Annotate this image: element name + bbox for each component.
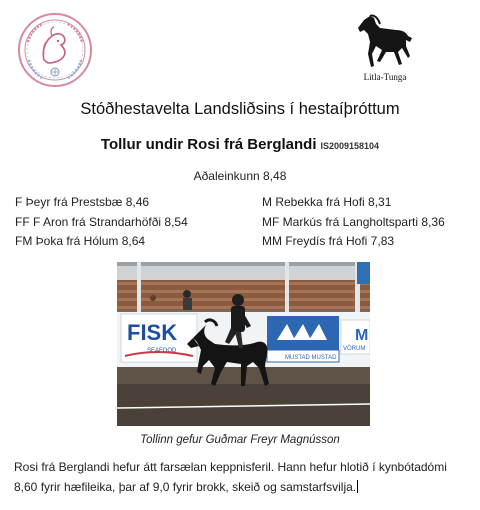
- pedigree-entry: MF Markús frá Langholtsparti 8,36: [262, 214, 445, 229]
- pedigree-entry: FM Þoka frá Hólum 8,64: [15, 234, 146, 248]
- body-text: Rosi frá Berglandi hefur átt farsælan keppnisferil. Hann hefur hlotið í kynbótadómi 8,60 fyrir hæfileika, þar af 9,0 fyrir brokk, skeið og samstarfsvilja.: [14, 460, 447, 494]
- stud-farm-logo: [350, 12, 420, 86]
- logo-caption: Litla-Tunga: [363, 72, 407, 82]
- pedigree-entry: M Rebekka frá Hofi 8,31: [262, 195, 392, 209]
- association-logo: [14, 8, 96, 92]
- horse-name-heading: [0, 136, 480, 153]
- arena-photo-illustration: [117, 262, 370, 426]
- banner-seafood: SEAFOOD: [147, 348, 177, 354]
- text-cursor: [357, 480, 358, 493]
- pedigree-sire-side: [15, 193, 245, 252]
- pedigree-entry: MM Freydís frá Hofi 7,83: [262, 234, 395, 248]
- page-title: Stóðhestavelta Landsliðsins í hestaíþróttum: [80, 100, 400, 118]
- banner-fisk: FISK: [127, 320, 178, 345]
- banner-m: M: [355, 327, 369, 344]
- pedigree-entry: F Þeyr frá Prestsbæ 8,46: [15, 195, 150, 209]
- horse-silhouette-icon: [350, 12, 420, 72]
- pedigree-entry: FF F Aron frá Strandarhöfði 8,54: [15, 214, 188, 229]
- body-paragraph: [14, 457, 472, 497]
- horse-head-seal-icon: [14, 8, 96, 92]
- pedigree-dam-side: [262, 193, 477, 252]
- horse-photo: [117, 262, 370, 426]
- horse-name: Tollur undir Rosi frá Berglandi: [100, 136, 317, 153]
- banner-vorum: VÖRUM: [343, 346, 366, 352]
- total-score: Aðaleinkunn 8,48: [193, 169, 287, 183]
- banner-mustad: MUSTAD MUSTAD: [285, 355, 337, 361]
- registration-number: IS2009158104: [320, 141, 380, 151]
- photo-caption: Tollinn gefur Guðmar Freyr Magnússon: [140, 434, 340, 446]
